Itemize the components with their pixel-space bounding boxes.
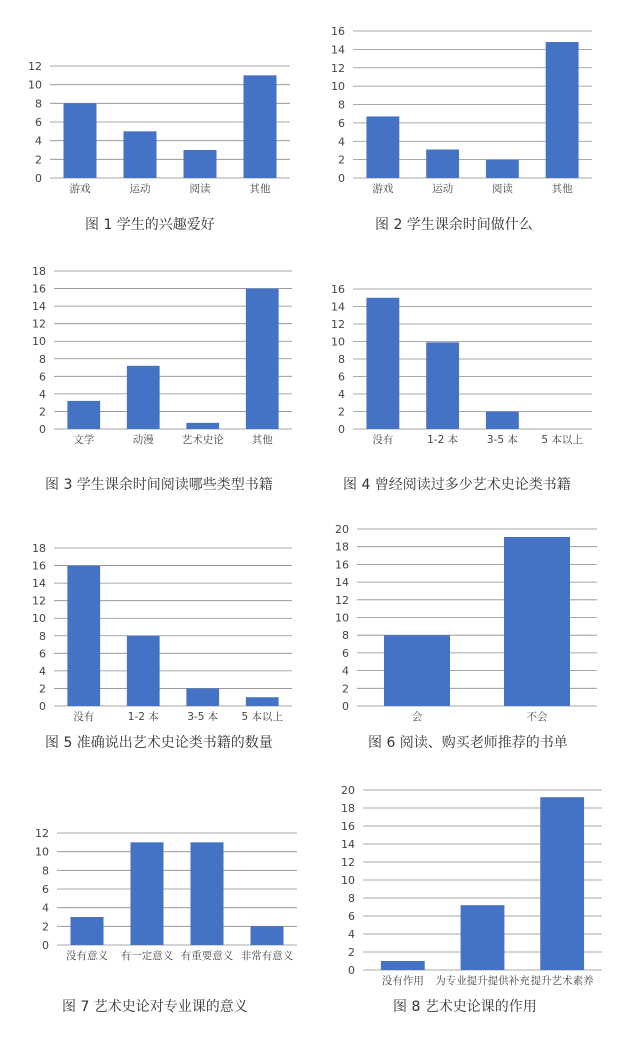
y-tick-label: 14 (32, 300, 46, 314)
bar-3-5 本 (486, 412, 519, 430)
y-tick-label: 16 (331, 25, 345, 38)
y-tick-label: 12 (28, 60, 42, 73)
category-label: 非常有意义 (240, 950, 294, 962)
y-tick-label: 0 (338, 423, 345, 436)
bar-游戏 (366, 116, 399, 178)
y-tick-label: 8 (338, 98, 345, 112)
y-tick-label: 2 (42, 920, 49, 934)
chart-2 (331, 25, 592, 233)
category-label: 文学 (73, 434, 95, 446)
category-label: 艺术史论 (181, 434, 224, 446)
bar-游戏 (64, 103, 97, 178)
bar-没有 (366, 298, 399, 429)
bar-没有意义 (71, 917, 104, 945)
y-tick-label: 6 (338, 116, 345, 130)
y-tick-label: 2 (35, 153, 42, 167)
y-tick-label: 4 (338, 135, 345, 149)
y-tick-label: 16 (32, 282, 46, 296)
y-tick-label: 2 (39, 405, 46, 419)
y-tick-label: 4 (342, 664, 349, 678)
y-tick-label: 6 (39, 370, 46, 384)
bar-艺术史论 (186, 423, 219, 429)
y-tick-label: 10 (35, 845, 49, 859)
category-label: 动漫 (132, 434, 154, 446)
bar-运动 (124, 131, 157, 178)
bar-有重要意义 (191, 842, 224, 945)
category-label: 运动 (129, 183, 151, 195)
bar-1-2 本 (127, 636, 160, 706)
bar-没有作用 (381, 961, 425, 970)
category-label: 其他 (251, 434, 273, 446)
bar-运动 (426, 150, 459, 178)
category-label: 有重要意义 (180, 950, 234, 962)
y-tick-label: 16 (331, 283, 345, 296)
y-tick-label: 12 (335, 593, 349, 607)
y-tick-label: 10 (32, 335, 46, 349)
y-tick-label: 6 (348, 910, 355, 923)
y-tick-label: 4 (39, 387, 46, 401)
category-label: 游戏 (372, 183, 394, 195)
y-tick-label: 16 (335, 558, 349, 572)
bar-会 (384, 635, 450, 706)
chart-8 (341, 784, 602, 1015)
y-tick-label: 8 (39, 629, 46, 643)
y-tick-label: 12 (331, 318, 345, 331)
figure-caption: 图 2 学生课余时间做什么 (375, 217, 533, 233)
bar-不会 (504, 537, 570, 706)
category-label: 运动 (432, 183, 454, 195)
category-label: 提升艺术素养 (530, 975, 594, 987)
y-tick-label: 18 (32, 542, 46, 555)
chart-3 (32, 265, 292, 493)
y-tick-label: 0 (39, 423, 46, 436)
y-tick-label: 8 (35, 97, 42, 111)
bar-3-5 本 (186, 688, 219, 706)
y-tick-label: 4 (338, 388, 345, 401)
figure-caption: 图 4 曾经阅读过多少艺术史论类书籍 (343, 477, 571, 493)
bar-为专业提升提供补充 (461, 905, 505, 970)
category-label: 不会 (526, 711, 548, 723)
category-label: 其他 (249, 183, 271, 195)
y-tick-label: 12 (32, 317, 46, 331)
category-label: 5 本以上 (541, 434, 583, 446)
y-tick-label: 2 (338, 405, 345, 419)
y-tick-label: 6 (342, 646, 349, 660)
y-tick-label: 6 (35, 116, 42, 129)
chart-4 (331, 283, 592, 493)
y-tick-label: 6 (338, 370, 345, 384)
y-tick-label: 2 (342, 682, 349, 696)
y-tick-label: 4 (39, 664, 46, 678)
figure-caption: 图 1 学生的兴趣爱好 (85, 217, 215, 233)
y-tick-label: 0 (42, 939, 49, 952)
y-tick-label: 6 (42, 883, 49, 896)
y-tick-label: 18 (335, 540, 349, 554)
y-tick-label: 12 (341, 856, 355, 869)
y-tick-label: 8 (42, 864, 49, 878)
y-tick-label: 0 (35, 172, 42, 185)
bar-动漫 (127, 366, 160, 429)
category-label: 5 本以上 (241, 711, 284, 723)
figure-caption: 图 5 准确说出艺术史论类书籍的数量 (45, 735, 273, 751)
category-label: 3-5 本 (486, 434, 518, 446)
y-tick-label: 8 (39, 352, 46, 366)
y-tick-label: 4 (42, 901, 49, 915)
bar-1-2 本 (426, 342, 459, 429)
y-tick-label: 4 (348, 928, 355, 941)
category-label: 3-5 本 (187, 711, 219, 723)
y-tick-label: 16 (32, 559, 46, 573)
y-tick-label: 14 (32, 577, 46, 591)
category-label: 游戏 (69, 183, 91, 195)
bar-其他 (546, 42, 579, 178)
figure-caption: 图 8 艺术史论课的作用 (393, 999, 537, 1015)
bar-5 本以上 (246, 697, 279, 706)
chart-7 (35, 827, 297, 1015)
y-tick-label: 18 (341, 802, 355, 815)
y-tick-label: 10 (331, 335, 345, 349)
category-label: 没有意义 (66, 950, 108, 962)
bar-其他 (246, 289, 279, 429)
y-tick-label: 12 (331, 61, 345, 75)
y-tick-label: 20 (341, 784, 355, 797)
category-label: 1-2 本 (427, 434, 459, 446)
bar-其他 (244, 75, 277, 178)
figure-caption: 图 3 学生课余时间阅读哪些类型书籍 (45, 477, 273, 493)
category-label: 会 (411, 711, 423, 723)
y-tick-label: 8 (348, 892, 355, 905)
y-tick-label: 0 (338, 172, 345, 185)
y-tick-label: 0 (348, 964, 355, 977)
y-tick-label: 14 (331, 300, 345, 314)
figure-caption: 图 6 阅读、购买老师推荐的书单 (368, 735, 568, 751)
bar-提升艺术素养 (540, 797, 584, 970)
bar-没有 (67, 566, 100, 706)
y-tick-label: 18 (32, 265, 46, 278)
y-tick-label: 16 (341, 820, 355, 833)
figure-caption: 图 7 艺术史论对专业课的意义 (62, 999, 248, 1015)
chart-5 (32, 542, 292, 751)
y-tick-label: 2 (39, 682, 46, 696)
category-label: 没有 (372, 434, 394, 446)
y-tick-label: 14 (341, 838, 355, 851)
bar-阅读 (486, 160, 519, 178)
chart-1 (28, 60, 290, 233)
y-tick-label: 8 (342, 629, 349, 643)
y-tick-label: 8 (338, 353, 345, 366)
y-tick-label: 14 (335, 576, 349, 590)
category-label: 有一定意义 (120, 950, 174, 962)
bar-有一定意义 (131, 842, 164, 945)
y-tick-label: 2 (348, 946, 355, 959)
bar-阅读 (184, 150, 217, 178)
y-tick-label: 10 (331, 80, 345, 94)
y-tick-label: 6 (39, 647, 46, 661)
category-label: 其他 (551, 183, 573, 195)
y-tick-label: 10 (341, 874, 355, 887)
y-tick-label: 10 (335, 611, 349, 625)
y-tick-label: 0 (342, 700, 349, 713)
y-tick-label: 12 (32, 594, 46, 608)
bar-非常有意义 (251, 926, 284, 945)
category-label: 1-2 本 (127, 711, 159, 723)
y-tick-label: 0 (39, 700, 46, 713)
y-tick-label: 14 (331, 43, 345, 57)
bar-文学 (67, 401, 100, 429)
y-tick-label: 2 (338, 153, 345, 167)
chart-6 (335, 523, 597, 751)
category-label: 阅读 (491, 183, 513, 195)
y-tick-label: 4 (35, 134, 42, 148)
category-label: 为专业提升提供补充 (435, 975, 530, 987)
category-label: 没有作用 (381, 975, 424, 987)
y-tick-label: 10 (28, 78, 42, 92)
y-tick-label: 20 (335, 523, 349, 536)
y-tick-label: 12 (35, 827, 49, 840)
category-label: 阅读 (189, 183, 211, 195)
category-label: 没有 (73, 711, 95, 723)
y-tick-label: 10 (32, 612, 46, 626)
